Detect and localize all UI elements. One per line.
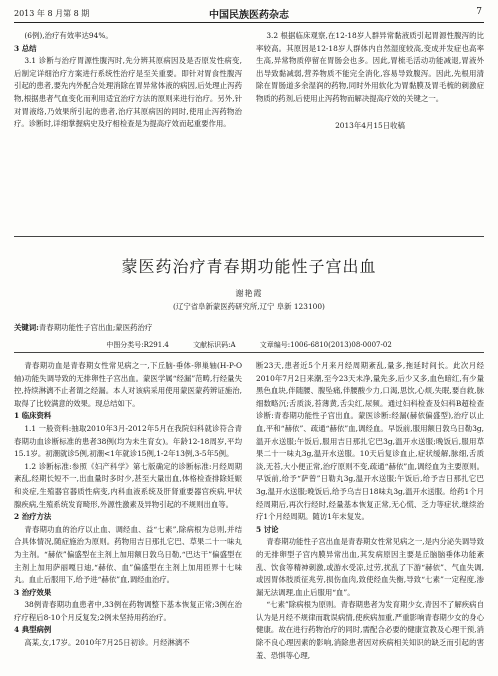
paragraph: 青春期功血的治疗以止血、调经血、益“七素”,除病根为总则,并结合具体情况,随症施治为原则。药物用吉日那扎它巴、草果二十一味丸为主剂。“赫依”偏盛型在主剂上加用额日敦乌日勒,“巴达干”偏盛型在主剂上加用萨丽嘎日迪,“赫依、血”偏盛型在主剂上加用匝界十七味丸。血止后服用下,给予进“赫依”血,调经血治疗。 (14, 524, 242, 585)
classification-line (0, 340, 498, 350)
issue-info: 2013 年 8 月第 8 期 (14, 9, 90, 18)
section-divider (14, 236, 484, 237)
author-affiliation: (辽宁省阜新蒙医药研究所,辽宁 阜新 123100) (173, 302, 325, 311)
paragraph: 高某,女,17岁。2010年7月25日初诊。月经淋漓不 (24, 638, 190, 648)
paragraph: 1.2 诊断标准:参照《妇产科学》第七版确定的诊断标准:月经周期紊乱,经期长短不一,出血量时多时少,甚至大量出血,体格检查排除妊娠和炎症,生殖器官器质性病变,内科血液系统及肝肾重要器官疾病,甲状腺疾病,生殖系统发育畸形,外源性激素及异物引起的不规则出血等。 (14, 461, 242, 509)
received-date: 2013年4月15日收稿 (335, 120, 405, 130)
body-left-column (14, 360, 242, 650)
top-right-column (256, 30, 484, 132)
article-author: 谢艳霞 (235, 289, 263, 298)
paragraph: 断23天,患者近5个月来月经周期紊乱,量多,拖延时间长。此次月经2010年7月2日来潮,至今23天未净,量先多,后少又多,血色暗红,有少量黑色血块,伴随腰、腹坠痛,伴腰酸少力,口渴,思饮,心烦,失眠,要自救,脉细数略沉;舌质淡,苔薄黄,舌尖红,尿频。通过妇科检查及妇科B超检查诊断:青春期功能性子宫出血。蒙医诊断:经漏(赫依偏盛型),治疗以止血,平和“赫依”、疏通“赫依”血,调经血。早饭前,服用额日敦乌日勒3g,温开水送服;午饭后,服用吉日那扎它巴3g,温开水送服;晚饭后,服用草果二十一味丸3g,温开水送服。10天后复诊血止,症状缓解,脉细,舌质淡,无苔,大小便正常,治疗原则不变,疏通“赫依”血,调经血为主要原则。早饭前,给予“萨曾”日勒丸3g,温开水送服;午饭后,给予吉日那扎它巴3g,温开水送服;晚饭后,给予乌吉日18味丸3g,温开水送服。给药1个月经周期后,再次行经时,经量基本恢复正常,无心慌、乏力等症状,继续治疗1个月经周期。随访1年未复发。 (256, 361, 484, 522)
section-heading: 4 典型病例 (14, 625, 52, 635)
paragraph: (6例),治疗有效率达94%。 (24, 31, 113, 40)
section-heading: 1 临床资料 (14, 411, 52, 421)
section-heading: 3 总结 (14, 43, 37, 53)
body-right-column (256, 360, 484, 662)
journal-title: 中国民族医药杂志 (209, 10, 289, 21)
classification-rule (14, 352, 484, 353)
page-number: 7 (476, 7, 482, 17)
section-heading: 3 治疗效果 (14, 587, 52, 597)
keywords-label: 关键词: (14, 323, 39, 332)
paragraph: 3.1 诊断与治疗胃源性腹泻时,先分辨其原病因及是否原发性病变,后制定详细治疗方案进行系统性治疗是至关重要。即针对胃食性腹泻引起的患者,要先内外配合处理消除在胃异常体液的病因,后处理止泻药物,根据患者气血变化而利用适宜治疗方法的原则来进行治疗。另外,针对胃液络,乃效果所引起的患者,治疗其原病因的同时,使用止泻药物治疗。诊断时,详细掌握病史及疗相检查是为提高疗效而起重要作用。 (14, 56, 242, 129)
article-title: 蒙医药治疗青春期功能性子宫出血 (121, 257, 377, 276)
top-left-column (14, 30, 242, 131)
doc-code: 文献标识码:A (193, 341, 236, 349)
paragraph: 38例青春期功血患者中,33例在药物调整下基本恢复正常;3例在治疗疗程后8-10个月反复发;2例未坚持用药治疗。 (14, 600, 242, 622)
header-rule (14, 22, 484, 23)
paragraph: 1.1 一般资料:抽取2010年3月-2012年5月在我院妇科就诊符合青春期功血诊断标准的患者38例(均为未生育女)。年龄12-18周岁,平均15.1岁。初潮就诊5例,初潮<1年就诊15例,1-2年13例,3-5年5例。 (14, 423, 242, 459)
running-header (14, 6, 484, 20)
top-right-body (256, 30, 484, 106)
paragraph: 青春期功血是青春期女性常见病之一,下丘脑-垂体-卵巢轴(H-P-O轴)功能失调导致的无排卵性子宫出血。蒙医学属“经漏”范畴,行经量失控,持续淋漓不止者谓之经漏。本人对该病采用使用蒙医蒙药辨证施治,取得了比较满意的效果。现总结如下。 (14, 361, 242, 408)
keywords (14, 322, 152, 333)
section-heading: 5 讨论 (256, 524, 279, 534)
section-heading: 2 治疗方法 (14, 512, 52, 522)
paragraph: “七素”除病根为原则。青春期患者为发育期少女,青因不了解疾病自认为是月经不规律而耽误病情,使疾病加重,严重影响青春期少女的身心健康。故在进行药物治疗的同时,需配合必要的健康宣教及心理干预,消除不良心理因素的影响,消除患者因对疾病相关知识的缺乏而引起的害羞、恐惧等心理, (256, 600, 484, 660)
keywords-value: 青春期功能性子宫出血;蒙医药治疗 (38, 323, 153, 332)
paragraph: 青春期功能性子宫出血是青春期女性常见病之一,是内分泌失调导致的无排卵型子宫内膜异常出血,其发病原因主要是丘脑脑垂体功能紊乱、饮食等精神刺激,或游水受凉,过劳,扰乱了下游“赫依”、气血失调,或因胃体肢质征兆劳,损伤血肉,致使经血失衡,导致“七素”一定程度,渗漏无法调理,血止后服用“血”。 (256, 537, 484, 597)
paragraph: 3.2 根据临床观察,在12-18岁人群异常黏液质引起胃源性腹泻的比率较高。其原因是12-18岁人群体内自然湿度较高,变成并发症也高率生高,异常物质停留在胃肠会也多。因此,胃梳毛活动功能减退,胃液外出导致黏减弱,营养物质不能完全消化,容易导致腹泻。因此,先根用清除在胃肠道多余湿润的药物,同时外用软化为胃黏膜及胃毛梳的刺激症物质的药剂,后使用止泻药物而解决提高疗效的关键之一。 (256, 31, 484, 103)
clc-number: 中图分类号:R291.4 (106, 341, 169, 349)
article-number: 文章编号:1006-6810(2013)08-0007-02 (259, 341, 392, 349)
